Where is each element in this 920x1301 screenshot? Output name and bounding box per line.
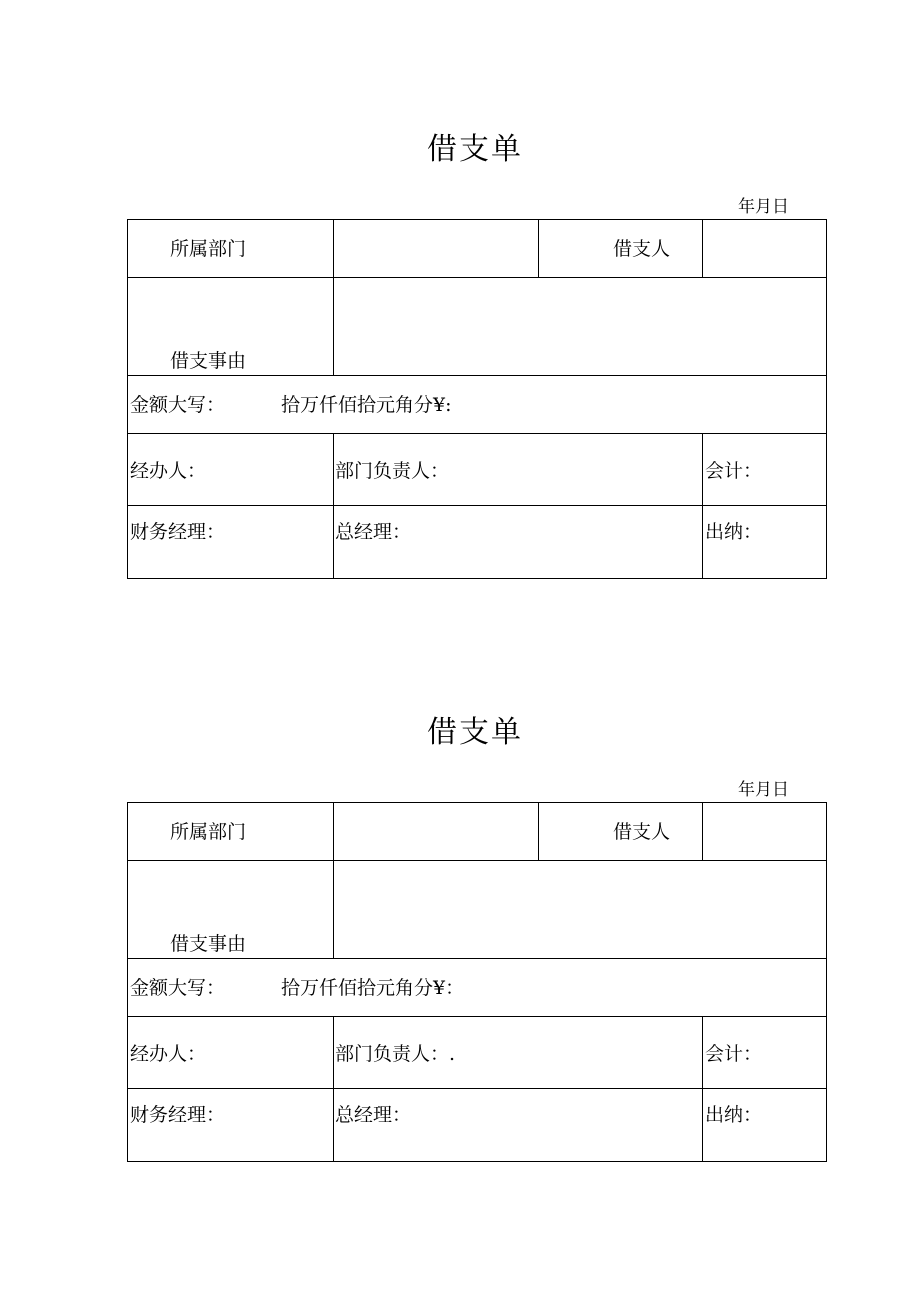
amount-units-label: 拾万仟佰拾元角分¥： (281, 977, 465, 999)
table-col-divider (702, 802, 703, 861)
finance-manager-label: 财务经理： (130, 521, 226, 543)
table-col-divider (702, 1016, 703, 1162)
form-table (127, 802, 827, 1162)
table-border-bottom (127, 578, 827, 579)
accountant-label: 会计： (705, 1043, 763, 1065)
table-border-top (127, 219, 827, 220)
date-label: 年月日 (738, 197, 789, 217)
table-col-divider (333, 1016, 334, 1162)
handler-label: 经办人： (130, 1043, 207, 1065)
handler-label: 经办人： (130, 460, 207, 482)
dept-head-label: 部门负责人： (335, 460, 450, 482)
table-row-divider (127, 860, 827, 861)
form-title: 借支单 (427, 132, 523, 167)
table-row-divider (127, 505, 827, 506)
cashier-label: 出纳： (705, 521, 763, 543)
amount-label: 金额大写： (130, 394, 226, 416)
department-label: 所属部门 (170, 821, 247, 843)
dept-head-label: 部门负责人：. (335, 1043, 456, 1065)
general-manager-label: 总经理： (335, 1104, 412, 1126)
table-border-right (826, 802, 827, 1162)
borrower-label: 借支人 (613, 821, 671, 843)
table-row-divider (127, 1016, 827, 1017)
general-manager-label: 总经理： (335, 521, 412, 543)
table-border-left (127, 219, 128, 579)
table-col-divider (333, 802, 334, 959)
table-col-divider (333, 433, 334, 579)
table-row-divider (127, 433, 827, 434)
amount-label: 金额大写： (130, 977, 226, 999)
table-row-divider (127, 958, 827, 959)
table-row-divider (127, 277, 827, 278)
table-col-divider (702, 433, 703, 579)
table-border-top (127, 802, 827, 803)
table-row-divider (127, 1088, 827, 1089)
reason-label: 借支事由 (170, 933, 247, 955)
table-row-divider (127, 375, 827, 376)
table-col-divider (538, 802, 539, 861)
amount-units-label: 拾万仟佰拾元角分¥: (281, 394, 452, 416)
finance-manager-label: 财务经理： (130, 1104, 226, 1126)
form-table (127, 219, 827, 579)
department-label: 所属部门 (170, 238, 247, 260)
date-label: 年月日 (738, 780, 789, 800)
accountant-label: 会计： (705, 460, 763, 482)
table-col-divider (333, 219, 334, 376)
borrower-label: 借支人 (613, 238, 671, 260)
form-title: 借支单 (427, 715, 523, 750)
table-col-divider (538, 219, 539, 278)
table-col-divider (702, 219, 703, 278)
table-border-right (826, 219, 827, 579)
table-border-bottom (127, 1161, 827, 1162)
cashier-label: 出纳： (705, 1104, 763, 1126)
reason-label: 借支事由 (170, 350, 247, 372)
table-border-left (127, 802, 128, 1162)
